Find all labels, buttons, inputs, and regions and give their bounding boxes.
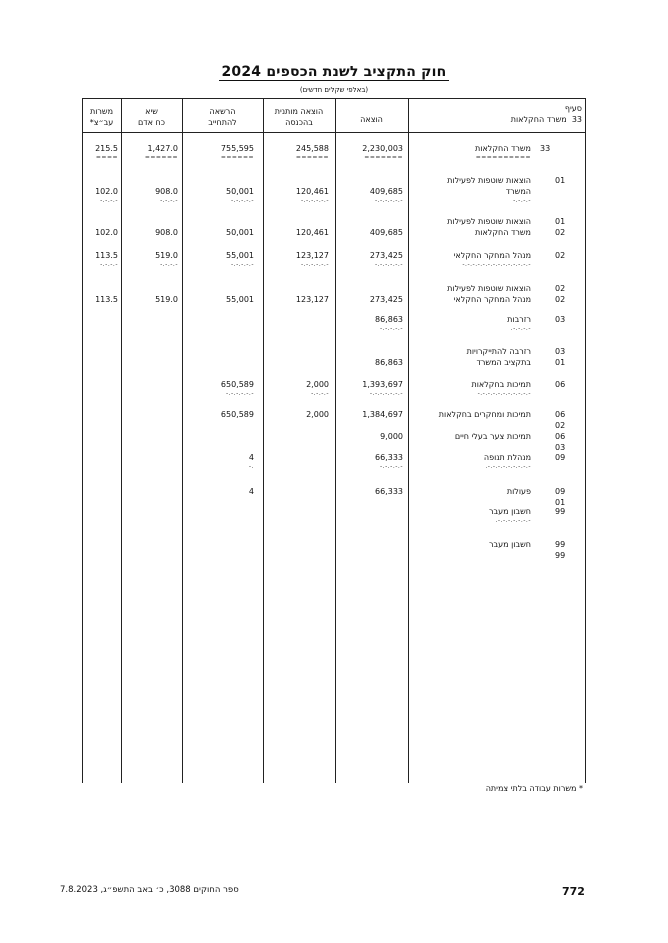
value-positions-underline: -.-.-.-: [100, 197, 118, 204]
value-commit-text: 755,595: [220, 144, 254, 153]
value-positions: [82, 186, 118, 204]
value-expense-text: 273,425: [369, 251, 403, 260]
item-name-text: משרד החקלאות: [475, 144, 531, 153]
value-manpower-text: 519.0: [155, 295, 178, 304]
value-expense-text: 66,333: [375, 453, 403, 462]
item-name-text: מנהלת תנופה: [483, 453, 531, 462]
value-expense-text: 1,393,697: [362, 380, 403, 389]
item-name-underline: -.-.-.-.-.-.-.-.-.: [485, 463, 531, 470]
value-revdep-underline: -.-.-.-.-.-: [300, 261, 329, 268]
value-revdep: [263, 250, 329, 268]
value-revdep-underline: -.-.-.-.-.-: [300, 197, 329, 204]
value-manpower: [121, 143, 178, 161]
value-commit-underline: ======: [220, 154, 254, 161]
value-revdep-text: 120,461: [295, 228, 329, 237]
value-expense: [335, 186, 403, 204]
value-commit: [182, 486, 254, 497]
value-commit: [182, 227, 254, 238]
item-name-text: רזרבה להתייקרויות בתקציב המשרד: [466, 347, 531, 367]
item-name: [411, 431, 531, 442]
item-name-underline: -.-.-.-: [513, 197, 531, 204]
item-code: 02: [555, 251, 566, 260]
value-positions-text: 113.5: [95, 295, 118, 304]
value-revdep-text: 245,588: [295, 144, 329, 153]
value-expense-underline: -.-.-.-.-: [380, 463, 403, 470]
value-positions-text: 215.5: [95, 144, 118, 153]
item-code: 02 02: [555, 284, 566, 304]
value-commit: [182, 409, 254, 420]
value-expense: [335, 357, 403, 368]
header-section-title: [410, 114, 582, 125]
value-revdep: [263, 227, 329, 238]
item-name-text: רזרבות: [507, 315, 531, 324]
value-commit: [182, 250, 254, 268]
value-expense: [335, 486, 403, 497]
item-name: [411, 143, 531, 161]
header-positions: משרות עב״צ*: [89, 107, 114, 127]
value-positions-text: 113.5: [95, 251, 118, 260]
header-manpower: שיא כח אדם: [137, 107, 166, 127]
item-name: [411, 346, 531, 368]
header-section-name: משרד החקלאות: [510, 115, 567, 124]
item-code: 09: [555, 453, 566, 462]
item-code: 06 03: [555, 432, 566, 452]
item-name-text: מנהל המחקר החקלאי: [453, 251, 531, 260]
item-name: [411, 216, 531, 238]
item-name-text: תמיכות צער בעלי חיים: [454, 432, 531, 441]
value-revdep-text: 2,000: [306, 380, 329, 389]
value-expense: [335, 431, 403, 442]
value-commit: [182, 294, 254, 305]
item-name: [411, 314, 531, 332]
value-revdep: [263, 143, 329, 161]
value-expense-text: 86,863: [375, 315, 403, 324]
item-name-underline: -.-.-.-.: [510, 325, 531, 332]
value-positions-text: 102.0: [95, 228, 118, 237]
value-commit-text: 55,001: [226, 251, 254, 260]
value-revdep-underline: -.-.-.-: [311, 390, 329, 397]
item-name-text: תמיכות ומחקרים בחקלאות: [438, 410, 531, 419]
value-manpower-text: 908.0: [155, 228, 178, 237]
item-name: [411, 409, 531, 420]
value-commit-text: 4: [248, 487, 254, 496]
item-name-text: הוצאות שוטפות לפעילות משרד החקלאות: [447, 217, 531, 237]
value-manpower-text: 519.0: [155, 251, 178, 260]
item-name-text: חשבון מעבר: [488, 507, 531, 516]
value-commit-text: 50,001: [226, 187, 254, 196]
header-expense: הוצאה: [360, 115, 383, 124]
header-commitment: הרשאה להתחייב: [208, 107, 237, 127]
item-name: [411, 379, 531, 397]
value-commit-text: 50,001: [226, 228, 254, 237]
value-positions-text: 102.0: [95, 187, 118, 196]
value-commit: [182, 452, 254, 470]
value-revdep: [263, 186, 329, 204]
value-manpower-underline: -.-.-.-: [160, 197, 178, 204]
value-expense: [335, 314, 403, 332]
item-code: 06 02: [555, 410, 566, 430]
item-name: [411, 486, 531, 497]
item-name-text: פעולות: [506, 487, 531, 496]
value-revdep-text: 123,127: [295, 251, 329, 260]
value-commit-text: 650,589: [220, 380, 254, 389]
value-expense-text: 2,230,003: [362, 144, 403, 153]
value-manpower: [121, 250, 178, 268]
value-commit: [182, 379, 254, 397]
item-name: [411, 506, 531, 524]
value-expense-text: 409,685: [369, 228, 403, 237]
item-name: [411, 452, 531, 470]
value-revdep: [263, 379, 329, 397]
item-name-text: חשבון מעבר: [488, 540, 531, 549]
item-name-underline: -.-.-.-.-.-.-.-.-.-.-: [477, 390, 531, 397]
value-expense-underline: -.-.-.-.-.-.-: [369, 390, 403, 397]
value-expense-text: 409,685: [369, 187, 403, 196]
header-section-label: סעיף: [564, 104, 582, 113]
value-expense-text: 66,333: [375, 487, 403, 496]
col-divider: [408, 98, 409, 783]
value-manpower-underline: ======: [144, 154, 178, 161]
value-commit-underline: -.-.-.-.-: [231, 261, 254, 268]
value-commit-underline: -.-.-.-.-: [231, 197, 254, 204]
table-header-border: [82, 132, 585, 133]
value-manpower: [121, 294, 178, 305]
header-section-num: 33: [571, 115, 582, 124]
value-commit-text: 650,589: [220, 410, 254, 419]
value-commit-underline: -.-.-.-.-.-: [225, 390, 254, 397]
value-positions: [82, 294, 118, 305]
item-code: 03: [555, 315, 566, 324]
value-commit-text: 4: [248, 453, 254, 462]
item-code: 01 02: [555, 217, 566, 237]
page-title: חוק התקציב לשנת הכספים 2024: [221, 64, 447, 80]
header-section: [410, 103, 582, 125]
value-expense-text: 9,000: [380, 432, 403, 441]
value-expense: [335, 143, 403, 161]
value-expense: [335, 250, 403, 268]
value-revdep-underline: ======: [295, 154, 329, 161]
item-code: 06: [555, 380, 566, 389]
value-expense-underline: -.-.-.-.-.-: [374, 197, 403, 204]
value-expense: [335, 409, 403, 420]
item-name-text: הוצאות שוטפות לפעילות מנהל המחקר החקלאי: [447, 284, 531, 304]
value-manpower: [121, 186, 178, 204]
header-revenue-dependent: הוצאה מותנית בהכנסה: [274, 107, 324, 127]
item-code: 03 01: [555, 347, 566, 367]
item-code: 99: [555, 507, 566, 516]
item-name-underline: -.-.-.-.-.-.-.-.-.-.-.-.-.-: [462, 261, 531, 268]
value-revdep-text: 123,127: [295, 295, 329, 304]
value-expense-underline: -.-.-.-.-: [380, 325, 403, 332]
table-top-border: [82, 98, 585, 99]
value-commit-underline: -.: [248, 463, 254, 470]
item-name: [411, 250, 531, 268]
item-code: 01: [555, 176, 566, 185]
value-expense-text: 1,384,697: [362, 410, 403, 419]
item-code: 09 01: [555, 487, 566, 507]
item-name: [411, 283, 531, 305]
value-expense-text: 273,425: [369, 295, 403, 304]
item-name: [411, 539, 531, 550]
value-positions: [82, 227, 118, 238]
value-revdep-text: 2,000: [306, 410, 329, 419]
value-manpower-text: 908.0: [155, 187, 178, 196]
section-code: 33: [540, 144, 551, 153]
value-revdep-text: 120,461: [295, 187, 329, 196]
value-manpower: [121, 227, 178, 238]
value-expense: [335, 227, 403, 238]
value-positions: [82, 143, 118, 161]
publication-reference: ספר החוקים 3088, כ׳ באב התשפ״ג, 7.8.2023: [60, 885, 239, 895]
value-revdep: [263, 294, 329, 305]
value-commit: [182, 186, 254, 204]
value-positions-underline: ====: [95, 154, 118, 161]
page-number: 772: [562, 885, 585, 898]
value-expense: [335, 294, 403, 305]
value-commit-text: 55,001: [226, 295, 254, 304]
value-expense: [335, 379, 403, 397]
value-expense: [335, 452, 403, 470]
item-name-text: הוצאות שוטפות לפעילות המשרד: [447, 176, 531, 196]
value-expense-text: 86,863: [375, 358, 403, 367]
value-positions-underline: -.-.-.-: [100, 261, 118, 268]
footnote: * משרות עבודה בלתי צמיתה: [485, 784, 583, 793]
col-divider: [585, 98, 586, 783]
item-code: 99 99: [555, 540, 566, 560]
item-name-underline: ==========: [475, 154, 531, 161]
item-name-text: תמיכות בחקלאות: [471, 380, 531, 389]
value-manpower-underline: -.-.-.-: [160, 261, 178, 268]
value-positions: [82, 250, 118, 268]
value-expense-underline: -.-.-.-.-.-: [374, 261, 403, 268]
value-commit: [182, 143, 254, 161]
value-manpower-text: 1,427.0: [147, 144, 178, 153]
item-name: [411, 175, 531, 204]
value-revdep: [263, 409, 329, 420]
page-subtitle: (באלפי שקלים חדשים): [299, 86, 369, 94]
item-name-underline: -.-.-.-.-.-.-.: [495, 517, 531, 524]
value-expense-underline: =======: [364, 154, 403, 161]
